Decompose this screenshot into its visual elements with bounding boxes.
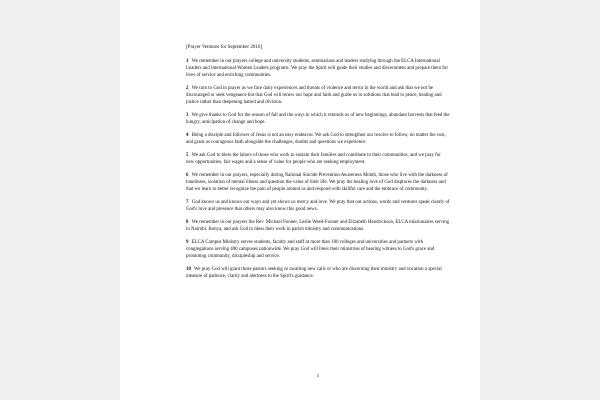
- paragraph-number: 9: [186, 240, 189, 245]
- paragraph-text: God knows us and knows our ways and yet shows us mercy and love. We pray that our actions, words and ventures speak clearly of God's love and presence that others may also know this good news.: [186, 200, 450, 212]
- paragraph-number: 1: [186, 59, 189, 64]
- paragraph-text: Being a disciple and follower of Jesus is not an easy endeavor. We ask God to strengthen our resolve to follow, no matter the cost, and grant us courageous faith alongside the challenges, doubts and questions we experience.: [186, 133, 446, 145]
- prayer-paragraph: [186, 199, 450, 213]
- paragraph-number: 3: [186, 113, 189, 118]
- paragraph-number: 7: [186, 200, 189, 205]
- paragraph-number: 4: [186, 133, 189, 138]
- paragraph-text: We remember in our prayers the Rev. Michael Fonner, Leslie Weed-Fonner and Elizabeth Hendrickson, ELCA missionaries serving in Nairobi, Kenya, and ask God to bless their work in parish ministry and communications.: [186, 220, 450, 232]
- prayer-paragraph: [186, 132, 450, 146]
- paragraph-text: We pray God will grant those pastors seeking or awaiting new calls or who are discerning their ministry and vocation a special measure of patience, clarity and alertness to the Spirit's guidance.: [186, 267, 442, 279]
- paragraph-number: 10: [186, 267, 191, 272]
- prayer-paragraph: [186, 172, 450, 193]
- paragraph-text: ELCA Campus Ministry serves students, faculty and staff at more than 180 colleges and universities and partners with congregations serving 400 campuses nationwide. We pray God will bless their ministries of hearing witness to God's grace and promoting community, discipleship and service.: [186, 240, 435, 259]
- prayer-paragraph: [186, 152, 450, 166]
- prayer-paragraph: [186, 239, 450, 260]
- paragraph-number: 5: [186, 153, 189, 158]
- paragraph-text: We give thanks to God for the season of fall and the ways in which it reminds us of new beginnings, abundant harvests that feed the hungry, anticipation of change and hope.: [186, 113, 450, 125]
- paragraph-number: 2: [186, 86, 189, 91]
- prayer-paragraph: [186, 58, 450, 79]
- document-header: [Prayer Ventures for September 2016]: [186, 45, 262, 50]
- paragraph-text: We remember in our prayers college and university students, seminarians and leaders studying through the ELCA International Leaders and International Women Leaders programs. We pray the Spirit will guide their studies and discernment and prepare them for lives of service and enriching communities.: [186, 59, 448, 78]
- prayer-paragraph: [186, 219, 450, 233]
- prayer-paragraph: [186, 266, 450, 280]
- prayer-paragraph: [186, 112, 450, 126]
- paragraph-text: We turn to God in prayer as we face daily experiences and threats of violence and terror in the world and ask that we not be discouraged or seek vengeance but that God will renew our hope and faith and guide us to solutions that lead to peace, healing and justice rather than deepening hatred and division.: [186, 86, 442, 105]
- prayer-paragraph: [186, 85, 450, 106]
- page-number: 1: [316, 374, 320, 379]
- document-page: [120, 0, 480, 400]
- paragraph-text: We remember in our prayers, especially during National Suicide Prevention Awareness Month, those who live with the darkness of loneliness, isolation of mental illness and question the value of their life. We pray the healing love of God displaces the darkness and that we learn to better recognize the pain of people around us and respond with skillful care and the embrace of community.: [186, 173, 448, 192]
- paragraph-number: 8: [186, 220, 189, 225]
- paragraph-text: We ask God to bless the labors of those who work to sustain their families and contribute to their communities, and we pray for new opportunities, fair wages and a sense of value for people who are seeking employment.: [186, 153, 441, 165]
- paragraph-number: 6: [186, 173, 189, 178]
